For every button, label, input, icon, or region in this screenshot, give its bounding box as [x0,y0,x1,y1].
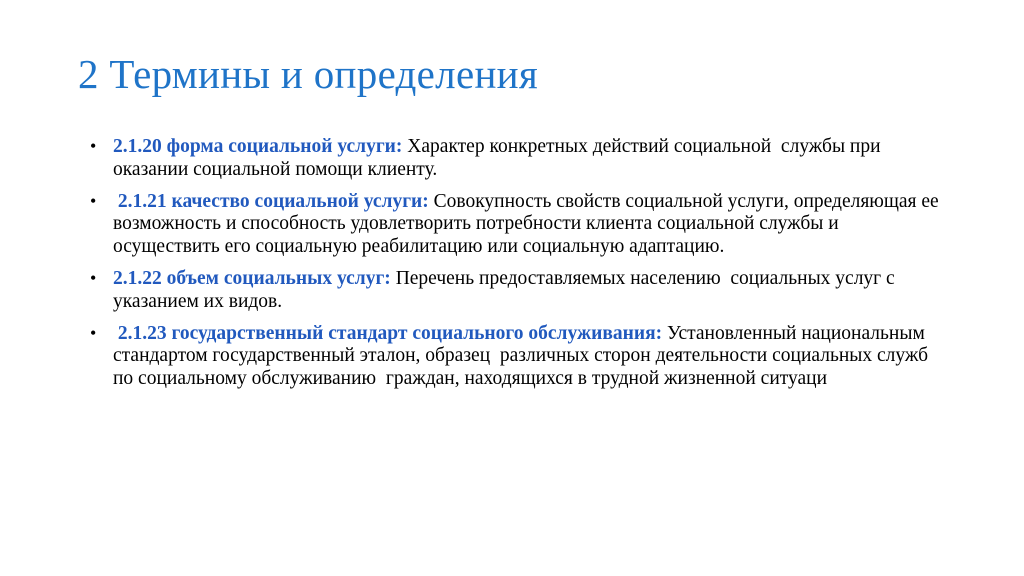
term-text: 2.1.21 качество социальной услуги: [113,190,429,212]
bullet-dot-icon: • [90,267,97,288]
definition-text: Установленный национальным стандартом государственный эталон, образец различных сторон деятельности социальных служб по социальному обслуживанию граждан, находящихся в трудной жизненной ситуаци [113,322,933,390]
bullet-dot-icon: • [90,322,97,343]
definition-text: Характер конкретных действий социальной службы при оказании социальной помощи клиенту. [113,136,886,180]
bullet-dot-icon: • [90,190,97,211]
term-text: 2.1.22 объем социальных услуг: [113,267,391,289]
bullet-item-term-2-1-22 [88,268,944,314]
definition-text: Совокупность свойств социальной услуги, определяющая ее возможность и способность удовлетворить потребности клиента социальной службы и осуществить его социальную реабилитацию или социальную адаптацию. [113,190,944,258]
definition-text: Перечень предоставляемых населению социальных услуг с указанием их видов. [113,267,900,312]
term-text: 2.1.20 форма социальной услуги: [113,136,403,157]
bullet-dot-icon: • [90,136,97,156]
bullet-item-term-2-1-21 [88,191,944,259]
slide-title: 2 Термины и определения [78,51,539,97]
term-text: 2.1.23 государственный стандарт социального обслуживания: [113,322,663,344]
terms-bullet-list [88,136,944,400]
bullet-item-term-2-1-20 [88,136,944,182]
bullet-item-term-2-1-23 [88,323,944,391]
